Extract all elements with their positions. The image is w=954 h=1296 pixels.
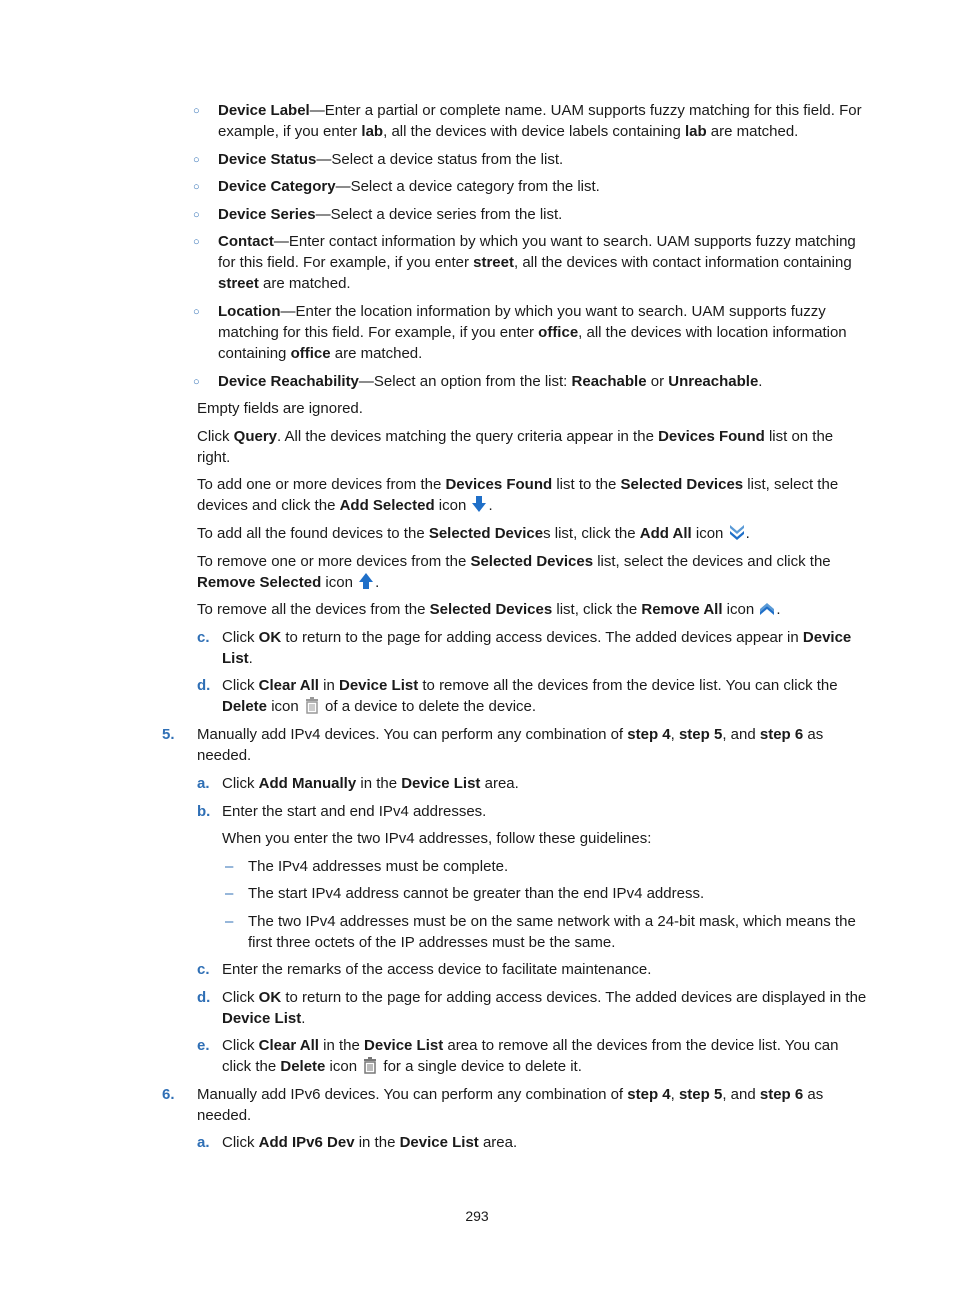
bullet-circle: ○	[193, 306, 200, 318]
substep-c-ok: Click OK to return to the page for adding access devices. The added devices appear in Device List.	[222, 629, 852, 667]
substep-marker: a.	[197, 775, 210, 792]
bullet-circle: ○	[193, 209, 200, 221]
substep-marker: c.	[197, 961, 210, 978]
substep-marker: e.	[197, 1037, 210, 1054]
bullet-circle: ○	[193, 236, 200, 248]
dash-marker: –	[225, 885, 234, 902]
step-6: Manually add IPv6 devices. You can perform any combination of step 4, step 5, and step 6 as needed.	[197, 1086, 824, 1124]
field-location: Location—Enter the location information by which you want to search. UAM supports fuzzy matching for this field. For example, if you enter office, all the devices with location information containing office are matched.	[218, 303, 847, 362]
page-number: 293	[465, 1208, 489, 1224]
step-marker: 6.	[162, 1086, 175, 1103]
para-remove-selected: To remove one or more devices from the Selected Devices list, select the devices and click the Remove Selected icon .	[197, 553, 831, 591]
dash-marker: –	[225, 858, 234, 875]
remove-selected-icon	[357, 572, 375, 590]
delete-icon	[361, 1056, 379, 1074]
bullet-circle: ○	[193, 376, 200, 388]
field-device-reachability: Device Reachability—Select an option from the list: Reachable or Unreachable.	[218, 373, 763, 390]
step5-d: Click OK to return to the page for adding access devices. The added devices are displayed in the Device List.	[222, 989, 867, 1027]
step5-b-intro: When you enter the two IPv4 addresses, follow these guidelines:	[222, 830, 652, 847]
dash-marker: –	[225, 913, 234, 930]
substep-marker: b.	[197, 803, 211, 820]
guideline-item: The start IPv4 address cannot be greater than the end IPv4 address.	[248, 885, 705, 902]
delete-icon	[303, 696, 321, 714]
para-add-selected: To add one or more devices from the Devices Found list to the Selected Devices list, select the devices and click the Add Selected icon .	[197, 476, 839, 514]
step5-a: Click Add Manually in the Device List area.	[222, 775, 519, 792]
substep-marker: d.	[197, 989, 211, 1006]
step-5: Manually add IPv4 devices. You can perform any combination of step 4, step 5, and step 6 as needed.	[197, 726, 824, 764]
step5-c: Enter the remarks of the access device to facilitate maintenance.	[222, 961, 652, 978]
bullet-circle: ○	[193, 105, 200, 117]
step5-e: Click Clear All in the Device List area to remove all the devices from the device list. You can click the Delete icon for a single device to delete it.	[222, 1037, 839, 1075]
substep-marker: a.	[197, 1134, 210, 1151]
para-remove-all: To remove all the devices from the Selected Devices list, click the Remove All icon .	[197, 601, 781, 618]
field-device-status: Device Status—Select a device status from the list.	[218, 151, 564, 168]
substep-marker: d.	[197, 677, 211, 694]
bullet-circle: ○	[193, 181, 200, 193]
guideline-item: The two IPv4 addresses must be on the same network with a 24-bit mask, which means the first three octets of the IP addresses must be the same.	[248, 913, 856, 951]
step5-b: Enter the start and end IPv4 addresses.	[222, 803, 487, 820]
field-contact: Contact—Enter contact information by which you want to search. UAM supports fuzzy matching for this field. For example, if you enter street, all the devices with contact information containing street are matched.	[218, 233, 856, 292]
step6-a: Click Add IPv6 Dev in the Device List area.	[222, 1134, 518, 1151]
add-selected-icon	[470, 495, 488, 513]
step-marker: 5.	[162, 726, 175, 743]
field-device-label: Device Label—Enter a partial or complete name. UAM supports fuzzy matching for this field. For example, if you enter lab, all the devices with device labels containing lab are matched.	[218, 102, 862, 140]
substep-d-clear-all: Click Clear All in Device List to remove all the devices from the device list. You can click the Delete icon of a device to delete the device.	[222, 677, 838, 715]
bullet-circle: ○	[193, 154, 200, 166]
field-device-series: Device Series—Select a device series from the list.	[218, 206, 563, 223]
guideline-item: The IPv4 addresses must be complete.	[248, 858, 509, 875]
add-all-icon	[728, 523, 746, 541]
field-device-category: Device Category—Select a device category from the list.	[218, 178, 600, 195]
para-empty-fields: Empty fields are ignored.	[197, 400, 363, 417]
para-query: Click Query. All the devices matching the query criteria appear in the Devices Found list on the right.	[197, 428, 834, 466]
para-add-all: To add all the found devices to the Selected Devices list, click the Add All icon .	[197, 525, 750, 542]
substep-marker: c.	[197, 629, 210, 646]
remove-all-icon	[758, 599, 776, 617]
